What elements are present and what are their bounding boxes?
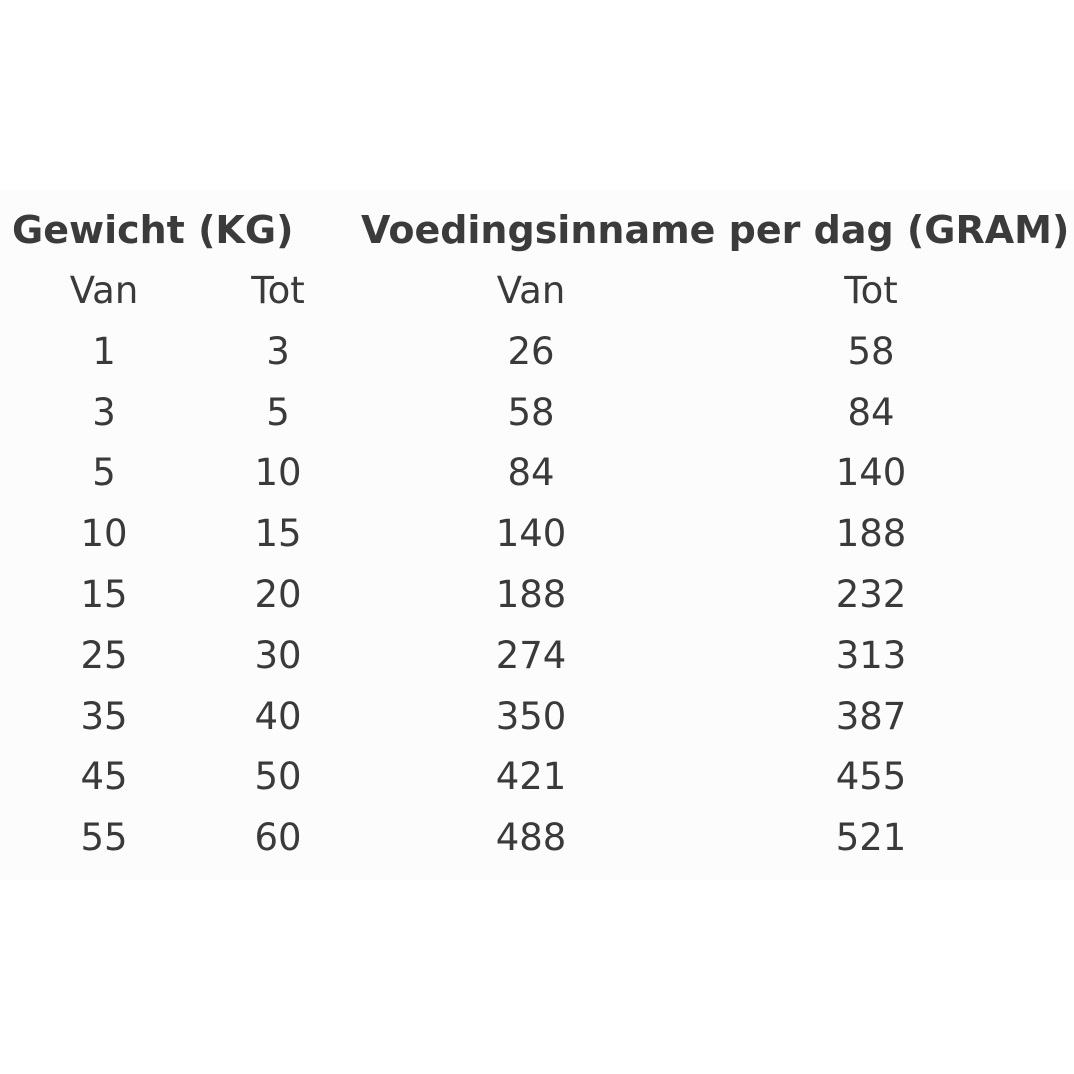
intake-heading: Voedingsinname per dag (GRAM): [361, 208, 1070, 252]
table-row: [0, 747, 1074, 808]
table-row: [0, 322, 1074, 383]
intake-to-cell: 232: [835, 572, 907, 616]
intake-from-cell: 58: [507, 390, 555, 434]
intake-to-cell: 58: [847, 329, 895, 373]
intake-from-cell: 488: [495, 816, 567, 860]
weight-from-cell: 45: [80, 755, 128, 799]
weight-to-cell: 60: [254, 816, 302, 860]
weight-from-header: Van: [69, 269, 139, 312]
intake-to-header: Tot: [844, 269, 898, 312]
intake-from-cell: 350: [495, 694, 567, 738]
intake-to-cell: 455: [835, 755, 907, 799]
weight-from-cell: 3: [92, 390, 116, 434]
intake-to-cell: 521: [835, 816, 907, 860]
weight-from-cell: 1: [92, 329, 116, 373]
weight-from-cell: 25: [80, 633, 128, 677]
table-row: [0, 383, 1074, 444]
intake-from-cell: 26: [507, 329, 555, 373]
weight-to-cell: 5: [266, 390, 290, 434]
table-row: [0, 443, 1074, 504]
weight-to-cell: 10: [254, 451, 302, 495]
weight-from-cell: 15: [80, 572, 128, 616]
intake-to-cell: 84: [847, 390, 895, 434]
weight-to-cell: 20: [254, 572, 302, 616]
subheader-row: [0, 261, 1074, 322]
weight-heading: Gewicht (KG): [12, 208, 294, 252]
table-row: [0, 626, 1074, 687]
weight-from-cell: 10: [80, 512, 128, 556]
intake-to-cell: 188: [835, 512, 907, 556]
intake-from-cell: 274: [495, 633, 567, 677]
weight-to-cell: 3: [266, 329, 290, 373]
intake-from-cell: 140: [495, 512, 567, 556]
table-row: [0, 808, 1074, 869]
table-row: [0, 687, 1074, 748]
weight-to-cell: 15: [254, 512, 302, 556]
intake-from-cell: 84: [507, 451, 555, 495]
weight-to-cell: 50: [254, 755, 302, 799]
intake-from-cell: 188: [495, 572, 567, 616]
weight-to-cell: 40: [254, 694, 302, 738]
table-row: [0, 504, 1074, 565]
weight-from-cell: 35: [80, 694, 128, 738]
intake-from-cell: 421: [495, 755, 567, 799]
weight-from-cell: 5: [92, 451, 116, 495]
intake-to-cell: 140: [835, 451, 907, 495]
weight-to-header: Tot: [251, 269, 305, 312]
intake-to-cell: 313: [835, 633, 907, 677]
table-row: [0, 565, 1074, 626]
weight-from-cell: 55: [80, 816, 128, 860]
intake-from-header: Van: [496, 269, 566, 312]
weight-to-cell: 30: [254, 633, 302, 677]
intake-to-cell: 387: [835, 694, 907, 738]
feeding-table: [0, 261, 1074, 869]
